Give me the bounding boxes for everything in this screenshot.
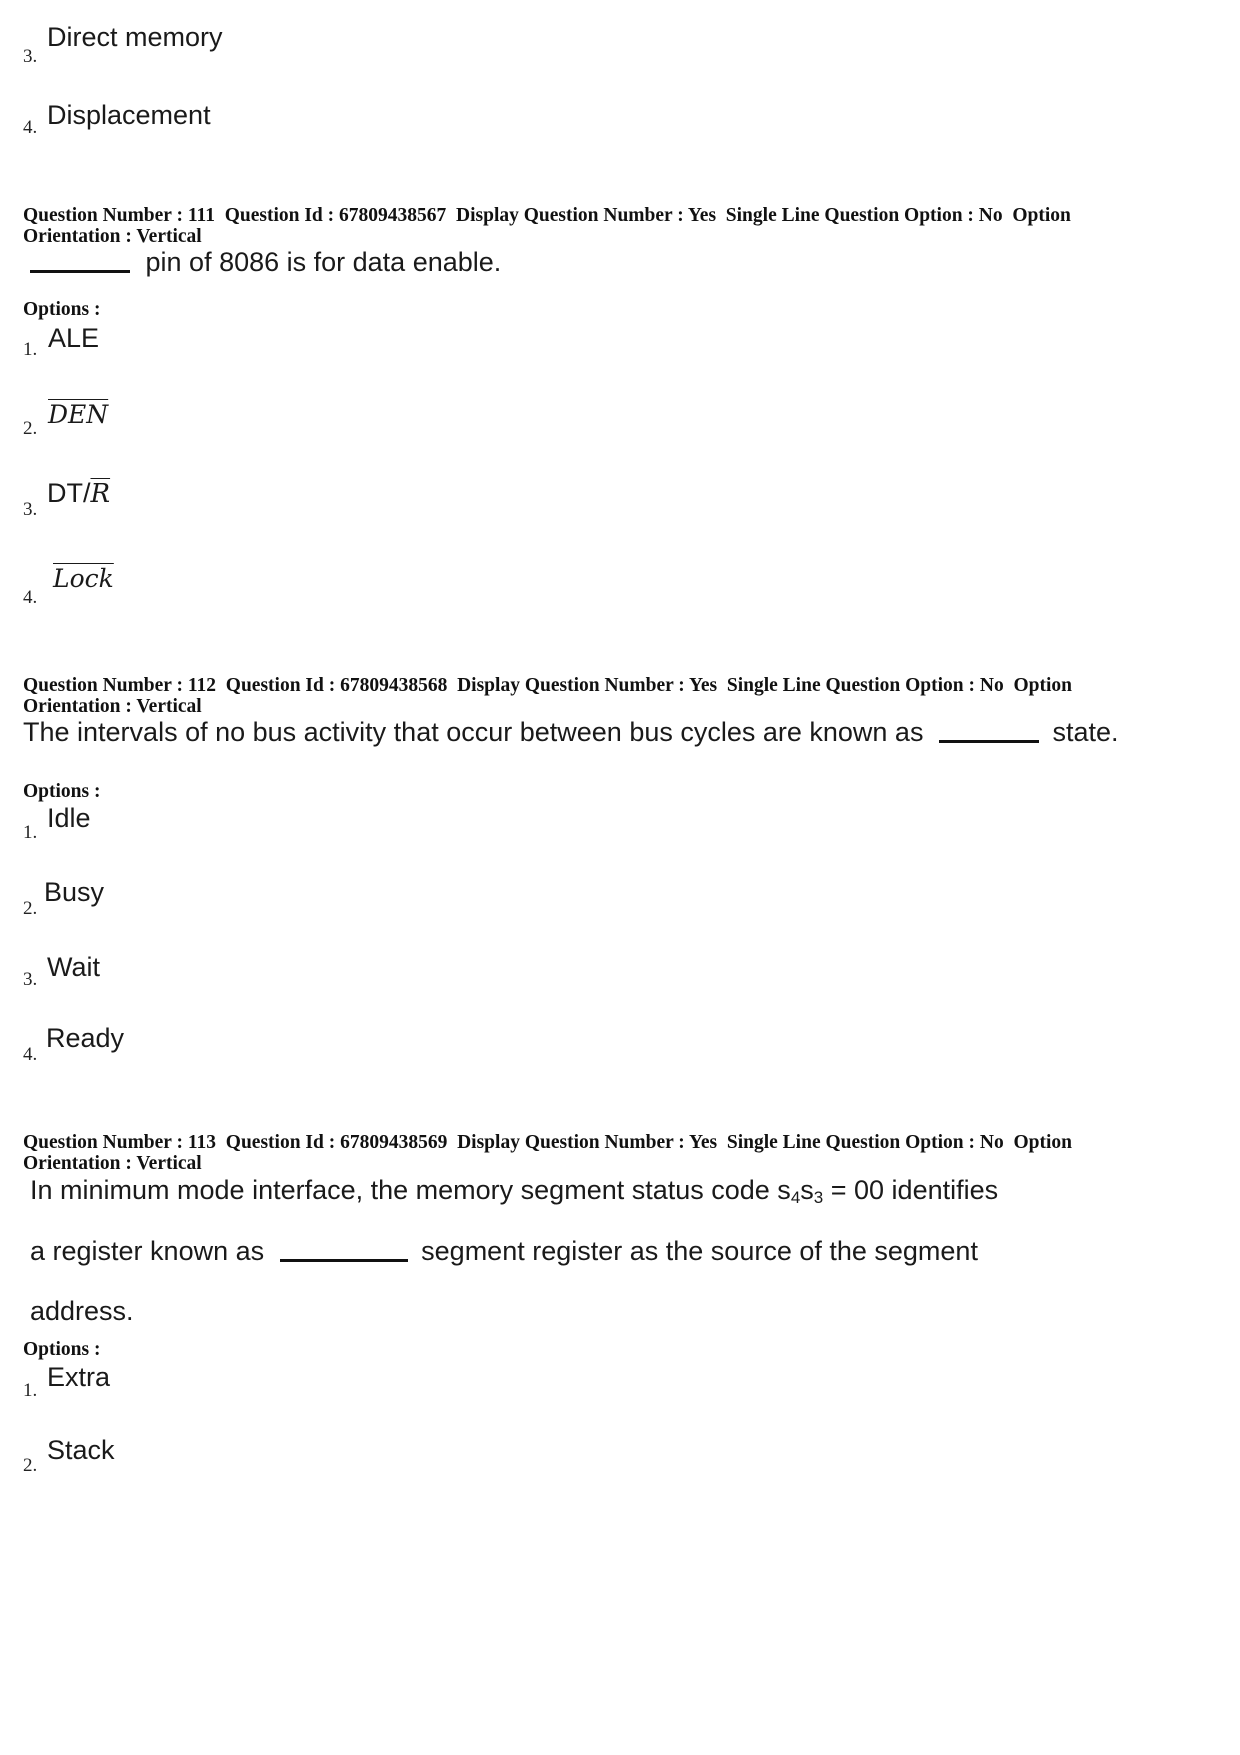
options-label: Options :: [23, 1339, 101, 1360]
question-meta-line: Question Number : 111 Question Id : 67809438567 Display Question Number : Yes Single Line Question Option : No Option: [23, 205, 1071, 226]
subscript: 4: [790, 1188, 801, 1207]
option-number: 1.: [23, 1380, 38, 1401]
option-number: 2.: [23, 898, 38, 919]
question-meta: [23, 675, 1213, 717]
option-number: 3.: [23, 46, 38, 67]
question-meta-line: Orientation : Vertical: [23, 226, 202, 247]
option-number: 2.: [23, 418, 38, 439]
option-text: [47, 478, 110, 509]
option-number: 4.: [23, 587, 38, 608]
option-text: Lock: [53, 564, 114, 593]
question-text-body: state.: [1052, 717, 1119, 747]
options-label: Options :: [23, 299, 101, 320]
question-text: [30, 247, 501, 278]
subscript: 3: [813, 1188, 824, 1207]
question-text-body: segment register as the source of the segment: [421, 1236, 978, 1266]
option-text: Extra: [47, 1362, 111, 1392]
option-text-overline: $\overline{R}$: [90, 479, 111, 509]
question-text-line: [30, 1236, 978, 1267]
answer-blank: [280, 1259, 408, 1262]
question-meta-line: Question Number : 113 Question Id : 67809438569 Display Question Number : Yes Single Line Question Option : No Option: [23, 1132, 1072, 1153]
question-meta-line: Orientation : Vertical: [23, 696, 202, 717]
option-text: Stack: [47, 1435, 115, 1465]
question-meta-line: Question Number : 112 Question Id : 67809438568 Display Question Number : Yes Single Line Question Option : No Option: [23, 675, 1072, 696]
option-text: Direct memory: [47, 22, 223, 52]
option-text: Wait: [47, 952, 100, 982]
option-number: 3.: [23, 969, 38, 990]
option-number: 3.: [23, 499, 38, 520]
question-text-body: The intervals of no bus activity that occur between bus cycles are known as: [23, 717, 924, 747]
question-text-body: In minimum mode interface, the memory segment status code s: [30, 1175, 791, 1205]
question-text: [23, 717, 1119, 748]
question-meta: [23, 205, 1213, 247]
option-number: 1.: [23, 339, 38, 360]
option-text: Busy: [44, 877, 105, 907]
option-text: Idle: [47, 803, 91, 833]
question-text-line: address.: [30, 1296, 134, 1326]
question-meta: [23, 1132, 1213, 1174]
option-number: 2.: [23, 1455, 38, 1476]
answer-blank: [939, 740, 1039, 743]
question-text-body: s: [800, 1175, 814, 1205]
question-text-line: [30, 1175, 998, 1206]
option-number: 4.: [23, 117, 38, 138]
question-text-body: = 00 identifies: [823, 1175, 999, 1205]
option-number: 4.: [23, 1044, 38, 1065]
question-text-body: a register known as: [30, 1236, 265, 1266]
options-label: Options :: [23, 781, 101, 802]
option-text: Ready: [46, 1023, 125, 1053]
option-number: 1.: [23, 822, 38, 843]
option-text: Displacement: [47, 100, 211, 130]
answer-blank: [30, 270, 130, 273]
question-meta-line: Orientation : Vertical: [23, 1153, 202, 1174]
option-text: ALE: [48, 323, 100, 353]
option-text-part: DT/: [47, 478, 91, 508]
option-text: $\overline{DEN}$: [48, 400, 109, 429]
question-text-body: pin of 8086 is for data enable.: [145, 247, 502, 277]
